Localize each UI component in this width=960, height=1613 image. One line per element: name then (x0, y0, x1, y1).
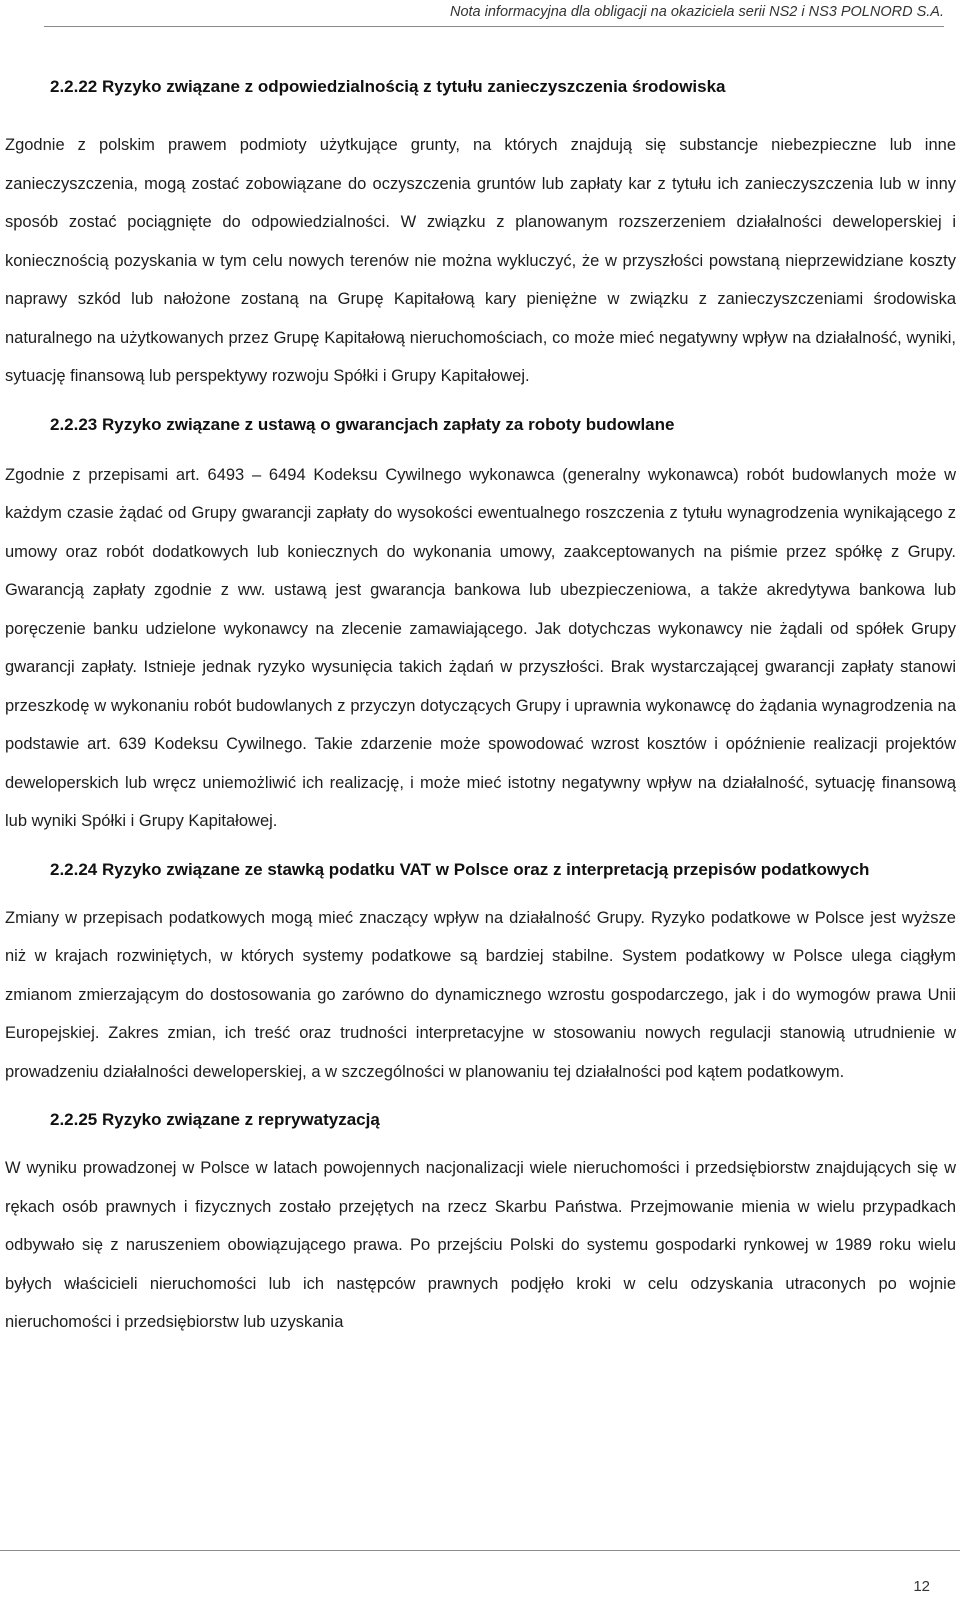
document-body (5, 68, 956, 1342)
section-paragraph: W wyniku prowadzonej w Polsce w latach powojennych nacjonalizacji wiele nieruchomości i przedsiębiorstw znajdujących się w rękach osób prawnych i fizycznych zostało przejętych na rzecz Skarbu Państwa. Przejmowanie mienia w wielu przypadkach odbywało się z naruszeniem obowiązującego prawa. Po przejściu Polski do systemu gospodarki rynkowej w 1989 roku wielu byłych właścicieli nieruchomości lub ich następców prawnych podjęło kroki w celu odzyskania utraconych po wojnie nieruchomości i przedsiębiorstw lub uzyskania (5, 1159, 956, 1331)
page-header (44, 4, 944, 27)
section-paragraph: Zgodnie z polskim prawem podmioty użytkujące grunty, na których znajdują się substancje niebezpieczne lub inne zanieczyszczenia, mogą zostać zobowiązane do oczyszczenia gruntów lub zapłaty kar z tytułu ich zanieczyszczenia lub w inny sposób zostać pociągnięte do odpowiedzialności. W związku z planowanym rozszerzeniem działalności deweloperskiej i koniecznością pozyskania w tym celu nowych terenów nie można wykluczyć, że w przyszłości powstaną nieprzewidziane koszty naprawy szkód lub nałożone zostaną na Grupę Kapitałową kary pieniężne w związku z zanieczyszczeniami środowiska naturalnego na użytkowanych przez Grupę Kapitałową nieruchomościach, co może mieć negatywny wpływ na działalność, wyniki, sytuację finansową lub perspektywy rozwoju Spółki i Grupy Kapitałowej. (5, 136, 956, 385)
section-heading: 2.2.25 Ryzyko związane z reprywatyzacją (50, 1110, 380, 1129)
section-heading: 2.2.23 Ryzyko związane z ustawą o gwarancjach zapłaty za roboty budowlane (50, 414, 675, 434)
footer-rule (0, 1550, 960, 1551)
section-paragraph: Zgodnie z przepisami art. 6493 – 6494 Kodeksu Cywilnego wykonawca (generalny wykonawca) robót budowlanych może w każdym czasie żądać od Grupy gwarancji zapłaty do wysokości ewentualnego roszczenia z tytułu wynagrodzenia wynikającego z umowy oraz robót dodatkowych lub koniecznych do wykonania umowy, zaakceptowanych na piśmie przez spółkę z Grupy. Gwarancją zapłaty zgodnie z ww. ustawą jest gwarancja bankowa lub ubezpieczeniowa, a także akredytywa bankowa lub poręczenie banku udzielone wykonawcy na zlecenie zamawiającego. Jak dotychczas wykonawcy nie żądali od spółek Grupy gwarancji zapłaty. Istnieje jednak ryzyko wysunięcia takich żądań w przyszłości. Brak wystarczającej gwarancji zapłaty stanowi przeszkodę w wykonaniu robót budowlanych z przyczyn dotyczących Grupy i uprawnia wykonawcę do żądania wynagrodzenia na podstawie art. 639 Kodeksu Cywilnego. Takie zdarzenie może spowodować wzrost kosztów i opóźnienie realizacji projektów deweloperskich lub wręcz uniemożliwić ich realizację, i może mieć istotny negatywny wpływ na działalność, sytuację finansową lub wyniki Spółki i Grupy Kapitałowej. (5, 465, 956, 830)
page-number: 12 (913, 1578, 930, 1595)
section-paragraph: Zmiany w przepisach podatkowych mogą mieć znaczący wpływ na działalność Grupy. Ryzyko podatkowe w Polsce jest wyższe niż w krajach rozwiniętych, w których systemy podatkowe są bardziej stabilne. System podatkowy w Polsce ulega ciągłym zmianom zmierzającym do dostosowania go zarówno do dynamicznego wzrostu gospodarczego, jak i do wymogów prawa Unii Europejskiej. Zakres zmian, ich treść oraz trudności interpretacyjne w stosowaniu nowych regulacji stanowią utrudnienie w prowadzeniu działalności deweloperskiej, a w szczególności w planowaniu tej działalności pod kątem podatkowym. (5, 908, 956, 1081)
section-heading: 2.2.22 Ryzyko związane z odpowiedzialnością z tytułu zanieczyszczenia środowiska (50, 77, 726, 96)
section-heading: 2.2.24 Ryzyko związane ze stawką podatku VAT w Polsce oraz z interpretacją przepisów podatkowych (50, 859, 870, 879)
header-title: Nota informacyjna dla obligacji na okaziciela serii NS2 i NS3 POLNORD S.A. (449, 4, 944, 20)
